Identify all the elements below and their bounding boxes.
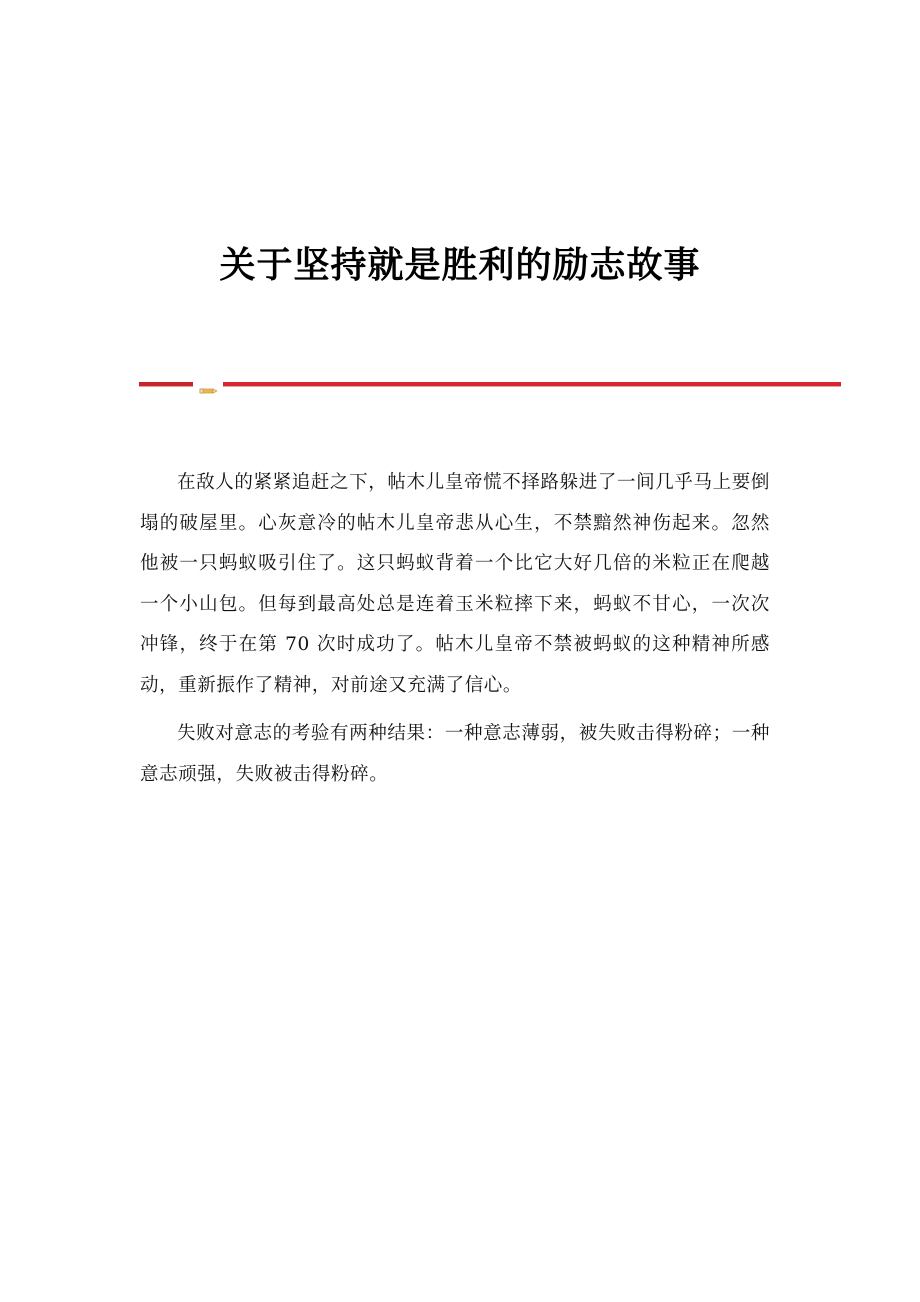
paragraph-2: 失败对意志的考验有两种结果：一种意志薄弱，被失败击得粉碎；一种意志顽强，失败被击得粉碎。 bbox=[140, 723, 770, 785]
document-title: 关于坚持就是胜利的励志故事 bbox=[219, 244, 701, 287]
document-body bbox=[140, 463, 770, 803]
paragraph-1: 在敌人的紧紧追赶之下，帖木儿皇帝慌不择路躲进了一间几乎马上要倒塌的破屋里。心灰意冷的帖木儿皇帝悲从心生，不禁黯然神伤起来。忽然他被一只蚂蚁吸引住了。这只蚂蚁背着一个比它大好几倍的米粒正在爬越一个小山包。但每到最高处总是连着玉米粒摔下来，蚂蚁不甘心，一次次冲锋，终于在第 70 次时成功了。帖木儿皇帝不禁被蚂蚁的这种精神所感动，重新振作了精神，对前途又充满了信心。 bbox=[140, 472, 770, 696]
divider-right-segment bbox=[223, 382, 841, 386]
divider-left-segment bbox=[139, 382, 193, 386]
pencil-icon bbox=[198, 380, 218, 388]
title-divider bbox=[139, 380, 841, 388]
